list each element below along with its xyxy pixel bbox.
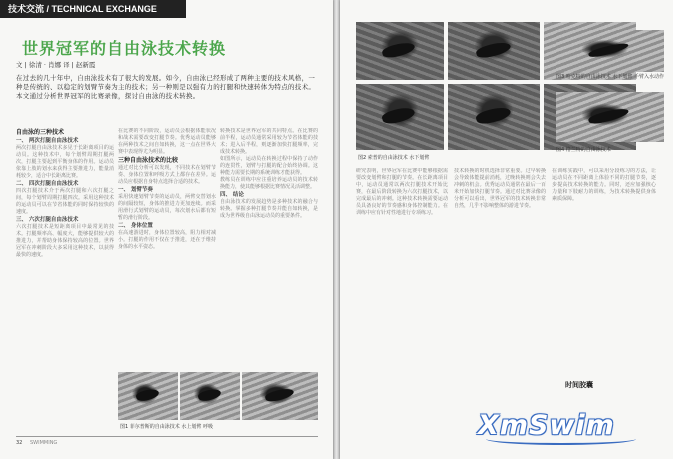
- swimmer-photo: [448, 84, 540, 150]
- left-page: [0, 0, 333, 459]
- swimmer-photo: [118, 372, 178, 420]
- subsection-heading: 一、 划臂节奏: [118, 187, 153, 193]
- footer-rule: [16, 436, 318, 437]
- swimmer-photo: [556, 30, 664, 72]
- figure-caption: 图2 索普的自由泳技术 水下划臂: [358, 155, 430, 161]
- figure-caption: 图4 格兰特的自由泳技术: [556, 147, 611, 153]
- subsection-heading: 一、 两次打腿自由泳技术: [16, 138, 79, 144]
- figure-caption: 图1 菲尔普斯的自由泳技术 水上划臂 呼吸: [120, 424, 213, 430]
- page-spine: [333, 0, 340, 459]
- body-paragraph: 在训练实践中，可以采用分段练习的方法，让运动员在不同距离上体验不同的打腿节奏，逐步提高技术转换的能力。同时，还应加强核心力量和下肢耐力的训练，为技术转换提供身体素质保障。: [552, 168, 656, 202]
- figure-caption: 图3 哈克特的自由泳技术 水下划臂 手臂入水动作: [556, 74, 664, 80]
- swimmer-photo: [556, 92, 664, 142]
- body-paragraph: 两次打腿自由泳技术多见于长距离项目的运动员。这种技术中，每个划臂周期打腿两次，打腿主要起到平衡身体的作用。运动员依靠上肢的划水来获得主要推进力，能量消耗较少，适合中长距离比赛。: [16, 145, 114, 179]
- body-paragraph: 在比赛的不同阶段，运动员会根据体能状况和战术需要改变打腿节奏。优秀运动员能够在两种技术之间自如转换，这一点在世界大赛中表现得尤为明显。: [118, 128, 216, 155]
- subsection-heading: 二、 身体位置: [118, 223, 153, 229]
- body-paragraph: 通过对比分析可以发现，不同技术在划臂节奏、身体位置和呼吸方式上都存在差异。运动员应根据自身特点选择合适的技术。: [118, 165, 216, 185]
- sidebar-box-title: 时间胶囊: [565, 381, 593, 389]
- body-paragraph: 在高速游进时，身体位置较高，阻力相对减小。打腿的作用不仅在于推进，还在于维持身体的水平姿态。: [118, 230, 216, 250]
- text-column-2: [118, 128, 216, 368]
- page-number: 32: [16, 440, 23, 446]
- body-paragraph: 六次打腿技术是短距离项目中最常见的技术。打腿频率高、幅度大，能够提供较大的推进力，并帮助身体保持较高的位置。世界冠军在冲刺阶段大多采用这种技术，以获得最快的速度。: [16, 224, 114, 258]
- swimmer-photo: [180, 372, 240, 420]
- subsection-heading: 三、 六次打腿自由泳技术: [16, 217, 79, 223]
- article-intro: 在过去的几十年中，自由泳技术有了很大的发展。如今，自由泳已经形成了两种主要的技术风格，一种是传统的、以稳定的划臂节奏为主的技术；另一种则是以强有力的打腿和快速转体为特点的技术。本文通过分析世界冠军的比赛录像，探讨自由泳的技术转换。: [16, 74, 316, 100]
- byline: 文 | 徐清 · 肖娜 译 | 赵新霞: [16, 61, 96, 69]
- subsection-heading: 四、 结论: [220, 192, 244, 198]
- body-paragraph: 研究表明，世界冠军在比赛中能够根据需要改变划臂和打腿的节奏。在长距离项目中，运动员通常以两次打腿技术开始比赛，在最后阶段转换为六次打腿技术，以完成最后的冲刺。这种技术转换需要运动员具备良好的节奏感和身体控制能力。在训练中应有针对性地进行专项练习。: [356, 168, 448, 216]
- subsection-heading: 二、 四次打腿自由泳技术: [16, 181, 79, 187]
- section-heading: 自由泳的三种技术: [16, 129, 65, 136]
- footer-text: SWIMMING: [30, 440, 58, 446]
- text-column-3: [552, 168, 656, 368]
- swimmer-photo: [356, 22, 444, 80]
- body-paragraph: 转换技术是世界冠军的共同特点。在比赛的前半程，运动员通常采用较为节省体能的技术；进入后半程，则逐渐加快打腿频率，完成技术转换。: [220, 128, 318, 155]
- swimmer-photo: [356, 84, 444, 150]
- body-paragraph: 采用快速划臂节奏的运动员，两臂交替划水的间隔较短，身体的推进力更加连续。而采用滑行式划臂的运动员，每次划水后都有短暂的滑行阶段。: [118, 194, 216, 221]
- article-title: 世界冠军的自由泳技术转换: [22, 41, 227, 58]
- body-paragraph: 技术转换的时机选择非常重要。过早转换会导致体能提前消耗，过晚转换则会失去冲刺的机会。优秀运动员通常在最后一百米开始加快打腿节奏。通过对比赛录像的分析可以看出，世界冠军的技术转换非常自然，几乎不影响整体的游进节奏。: [454, 168, 546, 209]
- watermark-logo: XmSwim: [478, 410, 615, 441]
- text-column-1: [356, 168, 448, 438]
- text-column-2: [454, 168, 546, 438]
- swimmer-photo: [448, 22, 540, 80]
- body-paragraph: 教练员在训练中应注重培养运动员的技术转换能力，使其能够根据比赛情况灵活调整。: [220, 177, 318, 190]
- section-header: 技术交流 / TECHNICAL EXCHANGE: [0, 0, 186, 18]
- body-paragraph: 如图所示，运动员在转换过程中保持了动作的连贯性，划臂与打腿的配合始终协调。这种能力需要长期的系统训练才能获得。: [220, 156, 318, 176]
- body-paragraph: 自由泳技术的发展趋势是多种技术的融合与转换。掌握多种打腿节奏并能自如转换，是成为世界级自由泳运动员的重要条件。: [220, 199, 318, 219]
- body-paragraph: 四次打腿技术介于两次打腿和六次打腿之间，每个划臂周期打腿四次。采用这种技术的运动员可以在节省体能的同时保持较快的速度。: [16, 188, 114, 215]
- section-heading: 三种自由泳技术的比较: [118, 157, 179, 164]
- text-column-1: [16, 128, 114, 426]
- swimmer-photo: [242, 372, 318, 420]
- text-column-3: [220, 128, 318, 368]
